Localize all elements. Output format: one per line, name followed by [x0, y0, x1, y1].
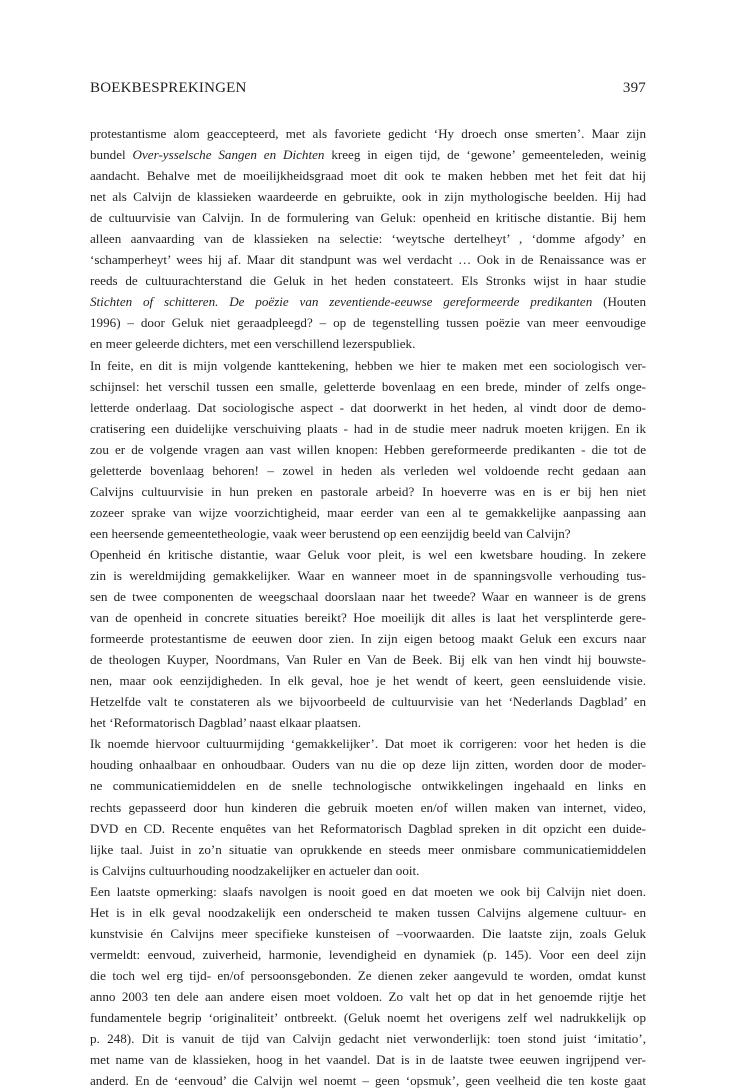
text-line: zin is wereldmijding gemakkelijker. Waar en wanneer moet in de spanningsvolle verhouding tus-: [90, 567, 646, 583]
italic-title: Over-ysselsche Sangen en Dichten: [132, 147, 325, 163]
text-line: Openheid én kritische distantie, waar Geluk voor pleit, is wel een kwetsbare houding. In zekere: [90, 546, 646, 562]
text-line: Een laatste opmerking: slaafs navolgen is nooit goed en dat moeten we ook bij Calvijn niet doen.: [90, 883, 646, 899]
text-line: en meer geleerde dichters, met een verschillend lezerspubliek.: [90, 336, 416, 352]
text-line: reeds de cultuurachterstand die Geluk in het heden constateert. Els Stronks wijst in haar studie: [90, 273, 646, 289]
text-line: cratisering een duidelijke verschuiving plaats - had in de studie meer nadruk moeten krijgen. En ik: [90, 420, 646, 436]
text-line: het ‘Reformatorisch Dagblad’ naast elkaar plaatsen.: [90, 715, 361, 731]
text-line: Stichten of schitteren. De poëzie van zeventiende-eeuwse gereformeerde predikanten (Houten: [90, 294, 646, 310]
text-line: DVD en CD. Recente enquêtes van het Reformatorisch Dagblad spreken in dit opzicht een duide-: [90, 820, 646, 836]
text-line: schijnsel: het verschil tussen een smalle, geletterde bovenlaag en een brede, minder of zelfs onge-: [90, 378, 646, 394]
text-line: Ik noemde hiervoor cultuurmijding ‘gemakkelijker’. Dat moet ik corrigeren: voor het heden is die: [90, 736, 646, 752]
text-line: ‘schamperheyt’ wees hij af. Maar dit standpunt was wel verdacht … Ook in de Renaissance was er: [90, 252, 646, 268]
running-head: [90, 80, 646, 100]
text-line: lijke taal. Juist in zo’n situatie van oprukkende en steeds meer onmisbare communicatiemiddelen: [90, 841, 646, 857]
text-line: p. 248). Dit is vanuit de tijd van Calvijn gedacht niet verwonderlijk: toen stond juist ‘imitatio’,: [90, 1031, 646, 1047]
section-title: BOEKBESPREKINGEN: [90, 80, 247, 96]
text-line: protestantisme alom geaccepteerd, met als favoriete gedicht ‘Hy droech onse smerten’. Maar zijn: [90, 126, 646, 141]
text-line: houding onhaalbaar en onhoudbaar. Ouders van nu die op deze lijn zitten, worden door de moder-: [90, 757, 646, 773]
paragraph: [90, 123, 646, 355]
journal-page: [90, 80, 646, 1091]
text-line: anno 2003 ten dele aan andere eisen moet voldoen. Zo valt het op dat in het genoemde rijtje het: [90, 988, 646, 1004]
page-number: 397: [622, 80, 646, 96]
paragraph: [90, 733, 646, 880]
text-line: letterde onderlaag. Dat sociologische aspect - dat doorwerkt in het heden, al vindt door de demo-: [90, 399, 646, 415]
text-line: sen de twee componenten de weegschaal doorslaan naar het tweede? Waar en wanneer is de grens: [90, 589, 646, 605]
text-line: die toch wel erg tijd- en/of persoonsgebonden. Ze dienen zeker aangevuld te worden, omdat kunst: [90, 967, 646, 983]
text-line: van de openheid in concrete situaties bereikt? Hoe moeilijk dit alles is laat het versplinterde gere-: [90, 610, 646, 626]
text-line: anderd. En de ‘eenvoud’ die Calvijn wel noemt – geen ‘opsmuk’, geen veelheid die ten koste gaat: [90, 1073, 646, 1089]
article-body: [90, 123, 646, 1091]
paragraph: [90, 544, 646, 733]
italic-title: Stichten of schitteren. De poëzie van zeventiende-eeuwse gereformeerde predikanten: [90, 294, 593, 310]
text-line: Hetzelfde valt te constateren als we bijvoorbeeld de cultuurvisie van het ‘Nederlands Dagblad’ en: [90, 694, 646, 710]
text-line: de theologen Kuyper, Noordmans, Van Ruler en Van de Beek. Bij elk van hen vindt hij bouwste-: [90, 652, 646, 668]
text-line: nen, maar ook eenzijdigheden. In elk geval, hoe je het wendt of keert, geen eensluidende visie.: [90, 673, 646, 689]
text-line: vermeldt: eenvoud, zuiverheid, harmonie, levendigheid en dynamiek (p. 145). Voor een deel zijn: [90, 946, 646, 962]
text-line: zozeer sprake van wijze voorzichtigheid, maar eerder van een al te gemakkelijke aanpassing aan: [90, 504, 646, 520]
text-line: met name van de klassieken, hoog in het vaandel. Dat is in de laatste twee eeuwen ingrijpend ver-: [90, 1052, 646, 1068]
text-line: bundel Over-ysselsche Sangen en Dichten kreeg in eigen tijd, de ‘gewone’ gemeenteleden, weinig: [90, 147, 646, 163]
text-line: geletterde bovenlaag behoren! – zowel in heden als verleden wel voldoende recht gedaan aan: [90, 462, 646, 478]
text-line: aandacht. Behalve met de moeilijkheidsgraad moet dit ook te maken hebben met het feit dat hij: [90, 168, 646, 184]
text-line: 1996) – door Geluk niet geraadpleegd? – op de tegenstelling tussen poëzie van meer eenvoudige: [90, 315, 646, 331]
text-line: kunstvisie én Calvijns meer specifieke kunsteisen of –voorwaarden. Die laatste zijn, zoals Geluk: [90, 925, 646, 941]
text-line: zou er de volgende vragen aan vast willen knopen: Hebben gereformeerde predikanten - die tot de: [90, 441, 646, 457]
text-line: een heersende gemeentetheologie, vaak weer berustend op een eenzijdig beeld van Calvijn?: [90, 525, 571, 541]
text-line: In feite, en dit is mijn volgende kanttekening, hebben we hier te maken met een sociologisch ver-: [90, 357, 646, 373]
text-line: rechts gepasseerd door hun kinderen die gebruik moeten en/of willen maken van internet, video,: [90, 799, 646, 815]
text-line: de cultuurvisie van Calvijn. In de formulering van Geluk: openheid en kritische distantie. Bij hem: [90, 210, 646, 226]
text-line: formeerde protestantisme de eeuwen door zien. In zijn eigen betoog maakt Geluk een excurs naar: [90, 631, 646, 647]
text-line: is Calvijns cultuurhouding noodzakelijker en actueler dan ooit.: [90, 862, 420, 878]
paragraph: [90, 355, 646, 544]
paragraph: [90, 881, 646, 1091]
text-line: ne communicatiemiddelen en de snelle technologische ontwikkelingen ingehaald en links en: [90, 778, 646, 794]
text-line: alleen aanvaarding van de klassieken na selectie: ‘weytsche dertelheyt’ , ‘domme afgody’ en: [90, 231, 646, 247]
text-line: fundamentele begrip ‘originaliteit’ ontbreekt. (Geluk noemt het overigens zelf wel nadrukkelijk op: [90, 1009, 646, 1025]
text-line: net als Calvijn de klassieken waardeerde en gebruikte, ook in zijn mythologische beelden. Hij had: [90, 189, 646, 205]
text-line: Calvijns cultuurvisie in hun preken en pastorale arbeid? In hoeverre was en is er bij hen niet: [90, 483, 646, 499]
text-line: Het is in elk geval noodzakelijk een onderscheid te maken tussen Calvijns algemene cultuur- en: [90, 904, 646, 920]
